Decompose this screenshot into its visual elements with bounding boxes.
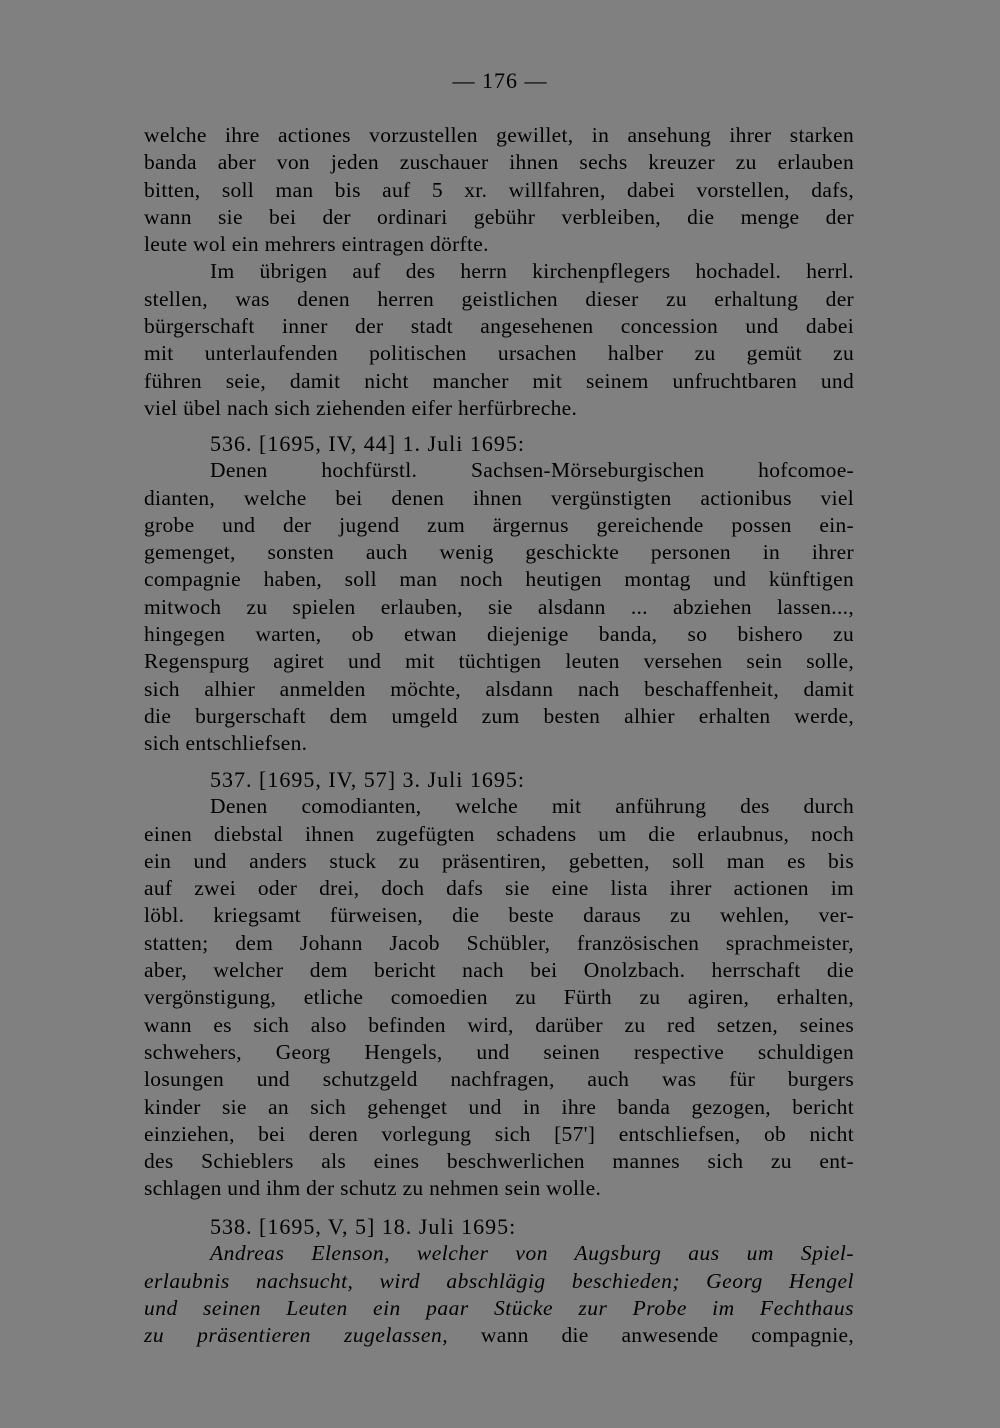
text-line: schlagen und ihm der schutz zu nehmen sein wolle. bbox=[144, 1176, 602, 1201]
text-line: mit unterlaufenden politischen ursachen halber zu gemüt zu bbox=[144, 341, 854, 366]
text-line: Denen hochfürstl. Sachsen-Mörseburgischen hofcomoe- bbox=[210, 458, 854, 483]
text-line: bürgerschaft inner der stadt angesehenen concession und dabei bbox=[144, 314, 854, 339]
text-line: gemenget, sonsten auch wenig geschickte personen in ihrer bbox=[144, 540, 854, 565]
text-line: dianten, welche bei denen ihnen vergünstigten actionibus viel bbox=[144, 485, 854, 510]
opening-paragraph bbox=[144, 122, 854, 422]
entry-537 bbox=[144, 766, 854, 1203]
text-line: leute wol ein mehrers eintragen dörfte. bbox=[144, 232, 489, 257]
text-line: löbl. kriegsamt fürweisen, die beste daraus zu wehlen, ver- bbox=[144, 903, 854, 928]
text-line: viel übel nach sich ziehenden eifer herfürbreche. bbox=[144, 395, 578, 420]
page-number: — 176 — bbox=[452, 68, 548, 93]
entry-heading: 538. [1695, V, 5] 18. Juli 1695: bbox=[210, 1214, 517, 1239]
text-line: sich entschliefsen. bbox=[144, 731, 308, 756]
text-line: statten; dem Johann Jacob Schübler, französischen sprachmeister, bbox=[144, 930, 854, 955]
text-line-mixed bbox=[144, 1322, 854, 1349]
text-line: banda aber von jeden zuschauer ihnen sechs kreuzer zu erlauben bbox=[144, 150, 854, 175]
text-line: losungen und schutzgeld nachfragen, auch was für burgers bbox=[144, 1067, 854, 1092]
text-line: welche ihre actiones vorzustellen gewillet, in ansehung ihrer starken bbox=[144, 123, 854, 147]
text-line: sich alhier anmelden möchte, alsdann nach beschaffenheit, damit bbox=[144, 676, 854, 701]
text-line: compagnie haben, soll man noch heutigen montag und künftigen bbox=[144, 567, 854, 592]
text-line: Andreas Elenson, welcher von Augsburg aus um Spiel- bbox=[210, 1241, 854, 1266]
text-line: schwehers, Georg Hengels, und seinen respective schuldigen bbox=[144, 1039, 854, 1064]
text-line: Im übrigen auf des herrn kirchenpflegers hochadel. herrl. bbox=[210, 259, 854, 284]
text-line: kinder sie an sich gehenget und in ihre banda gezogen, bericht bbox=[144, 1094, 854, 1119]
text-line: grobe und der jugend zum ärgernus gereichende possen ein- bbox=[144, 512, 854, 537]
text-line: führen seie, damit nicht mancher mit seinem unfruchtbaren und bbox=[144, 368, 854, 393]
text-line: Denen comodianten, welche mit anführung des durch bbox=[210, 794, 854, 819]
text-line: ein und anders stuck zu präsentiren, gebetten, soll man es bis bbox=[144, 848, 854, 873]
text-line: Regenspurg agiret und mit tüchtigen leuten versehen sein solle, bbox=[144, 649, 854, 674]
text-line: einziehen, bei deren vorlegung sich [57'] entschliefsen, ob nicht bbox=[144, 1121, 854, 1146]
text-line: mitwoch zu spielen erlauben, sie alsdann ... abziehen lassen..., bbox=[144, 594, 854, 619]
entry-536 bbox=[144, 430, 854, 758]
entry-heading: 536. [1695, IV, 44] 1. Juli 1695: bbox=[210, 431, 525, 456]
roman-fragment: wann die anwesende compagnie, bbox=[448, 1323, 855, 1348]
text-line: auf zwei oder drei, doch dafs sie eine lista ihrer actionen im bbox=[144, 876, 854, 901]
text-line: des Schieblers als eines beschwerlichen mannes sich zu ent- bbox=[144, 1149, 854, 1174]
text-line: einen diebstal ihnen zugefügten schadens um die erlaubnus, noch bbox=[144, 821, 854, 846]
entry-538 bbox=[144, 1213, 854, 1349]
text-line: vergönstigung, etliche comoedien zu Fürth zu agiren, erhalten, bbox=[144, 985, 854, 1010]
italic-fragment: zu präsentieren zugelassen, bbox=[144, 1323, 449, 1348]
text-line: die burgerschaft dem umgeld zum besten alhier erhalten werde, bbox=[144, 703, 854, 728]
text-line: hingegen warten, ob etwan diejenige banda, so bishero zu bbox=[144, 622, 854, 647]
text-line: und seinen Leuten ein paar Stücke zur Probe im Fechthaus bbox=[144, 1295, 854, 1320]
entry-heading: 537. [1695, IV, 57] 3. Juli 1695: bbox=[210, 767, 525, 792]
text-line: erlaubnis nachsucht, wird abschlägig beschieden; Georg Hengel bbox=[144, 1268, 854, 1293]
text-line: stellen, was denen herren geistlichen dieser zu erhaltung der bbox=[144, 286, 854, 311]
text-line: wann sie bei der ordinari gebühr verbleiben, die menge der bbox=[144, 204, 854, 229]
text-line: aber, welcher dem bericht nach bei Onolzbach. herrschaft die bbox=[144, 958, 854, 983]
text-line: wann es sich also befinden wird, darüber zu red setzen, seines bbox=[144, 1012, 854, 1037]
text-line: bitten, soll man bis auf 5 xr. willfahren, dabei vorstellen, dafs, bbox=[144, 177, 854, 202]
